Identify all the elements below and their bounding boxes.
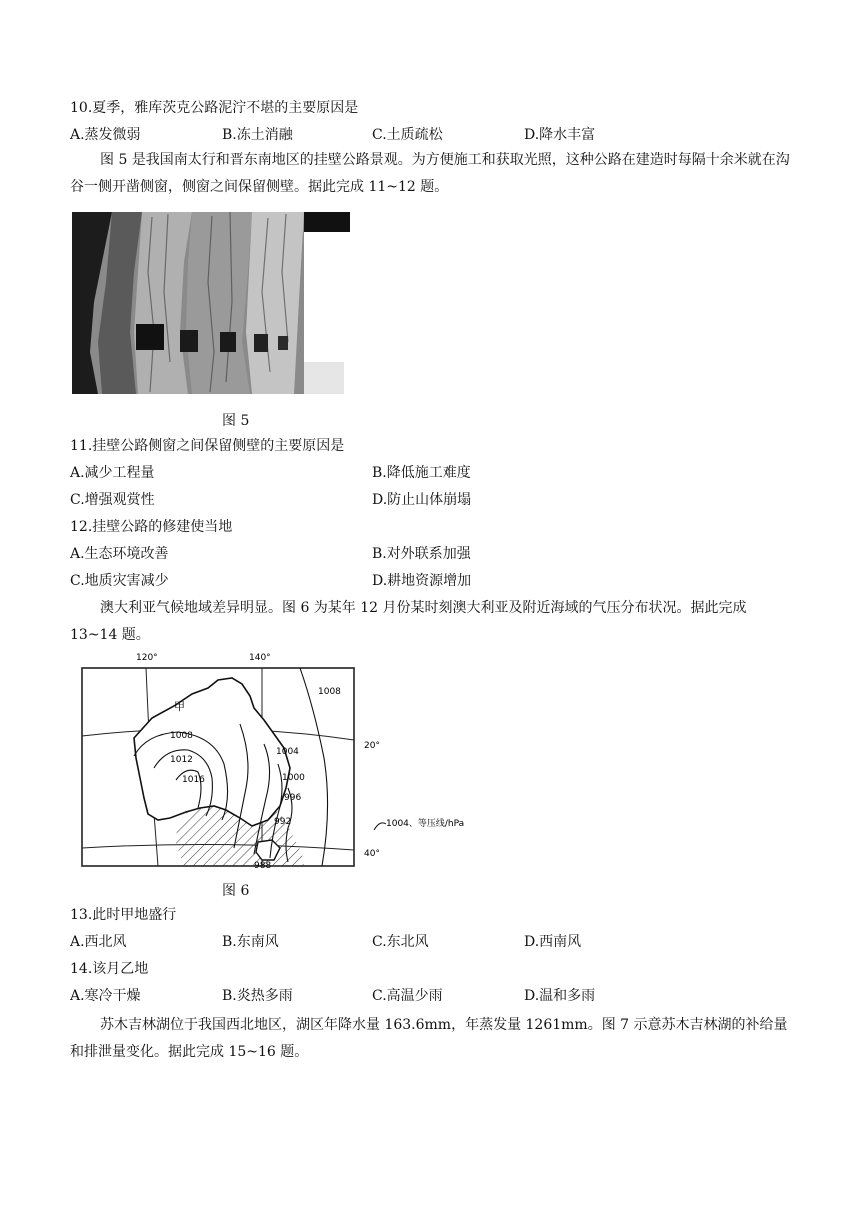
q11-option-a: A.减少工程量 bbox=[70, 465, 155, 481]
question-10-stem: 10.夏季，雅库茨克公路泥泞不堪的主要原因是 bbox=[70, 100, 359, 116]
q12-option-b: B.对外联系加强 bbox=[372, 546, 471, 562]
isobar-label-988: 988 bbox=[254, 861, 272, 871]
q12-option-c: C.地质灾害减少 bbox=[70, 573, 169, 589]
question-14-stem: 14.该月乙地 bbox=[70, 961, 149, 977]
question-11-stem: 11.挂壁公路侧窗之间保留侧壁的主要原因是 bbox=[70, 438, 345, 454]
q10-option-b: B.冻土消融 bbox=[222, 127, 293, 143]
australia-isobar-map bbox=[74, 648, 494, 876]
figure5-caption: 图 5 bbox=[222, 413, 250, 429]
question-13-stem: 13.此时甲地盛行 bbox=[70, 907, 177, 923]
q11-option-c: C.增强观赏性 bbox=[70, 492, 155, 508]
q10-option-a: A.蒸发微弱 bbox=[70, 127, 141, 143]
isobar-label-1016: 1016 bbox=[182, 775, 205, 785]
isobar-label-992: 992 bbox=[274, 817, 292, 827]
figure6-caption: 图 6 bbox=[222, 883, 250, 899]
isobar-label-1000: 1000 bbox=[282, 773, 305, 783]
q13-option-c: C.东北风 bbox=[372, 934, 429, 950]
lat-label-40: 40° bbox=[364, 849, 380, 859]
q13-option-b: B.东南风 bbox=[222, 934, 279, 950]
lon-label-140: 140° bbox=[249, 653, 271, 663]
q10-option-d: D.降水丰富 bbox=[524, 127, 596, 143]
q11-option-b: B.降低施工难度 bbox=[372, 465, 471, 481]
passage-figure7-intro: 苏木吉林湖位于我国西北地区，湖区年降水量 163.6mm，年蒸发量 1261mm。图 7 示意苏木吉林湖的补给量和排泄量变化。据此完成 15~16 题。 bbox=[70, 1017, 788, 1060]
isobar-label-996: 996 bbox=[284, 793, 302, 803]
lat-label-20: 20° bbox=[364, 741, 380, 751]
question-12-stem: 12.挂壁公路的修建使当地 bbox=[70, 519, 233, 535]
q14-option-a: A.寒冷干燥 bbox=[70, 988, 141, 1004]
legend-isobar-sample bbox=[374, 823, 386, 830]
isobar-legend: 1004、等压线/hPa bbox=[386, 819, 465, 829]
q12-option-d: D.耕地资源增加 bbox=[372, 573, 472, 589]
place-label-jia: 甲 bbox=[174, 700, 185, 713]
q14-option-c: C.高温少雨 bbox=[372, 988, 443, 1004]
q13-option-a: A.西北风 bbox=[70, 934, 127, 950]
q14-option-b: B.炎热多雨 bbox=[222, 988, 293, 1004]
passage-figure6-intro: 澳大利亚气候地域差异明显。图 6 为某年 12 月份某时刻澳大利亚及附近海域的气压分布状况。据此完成 13~14 题。 bbox=[70, 600, 747, 643]
passage-figure5-intro: 图 5 是我国南太行和晋东南地区的挂壁公路景观。为方便施工和获取光照，这种公路在建造时每隔十余米就在沟谷一侧开凿侧窗，侧窗之间保留侧壁。据此完成 11~12 题。 bbox=[70, 152, 790, 195]
isobar-label-1008-inner: 1008 bbox=[170, 731, 193, 741]
q12-option-a: A.生态环境改善 bbox=[70, 546, 169, 562]
q11-option-d: D.防止山体崩塌 bbox=[372, 492, 472, 508]
isobar-label-1008-outer: 1008 bbox=[318, 687, 341, 697]
hanging-wall-road-photo bbox=[72, 212, 350, 398]
isobar-label-1004: 1004 bbox=[276, 747, 299, 757]
isobar-label-1012: 1012 bbox=[170, 755, 193, 765]
lon-label-120: 120° bbox=[136, 653, 158, 663]
q10-option-c: C.土质疏松 bbox=[372, 127, 443, 143]
q13-option-d: D.西南风 bbox=[524, 934, 582, 950]
q14-option-d: D.温和多雨 bbox=[524, 988, 596, 1004]
